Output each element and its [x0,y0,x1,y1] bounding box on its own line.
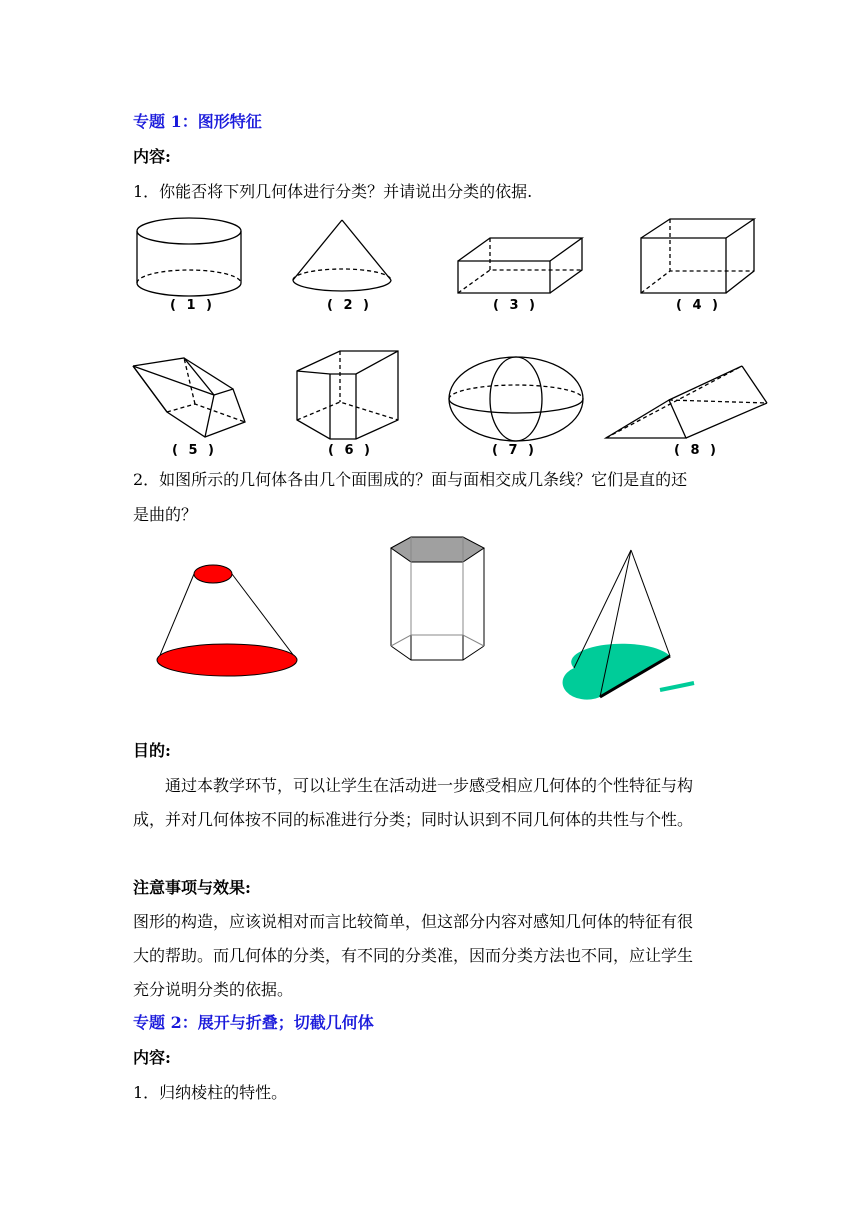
caption-5: ( 5 ) [172,443,217,458]
slanted-prism-figure [133,358,245,437]
cut-cone-figure [563,550,694,700]
topic2-heading: 专题 2：展开与折叠；切截几何体 [133,1013,374,1032]
cube-figure [641,219,754,293]
topic1-content-label: 内容: [133,147,171,166]
caption-3: ( 3 ) [493,298,538,313]
notes-label: 注意事项与效果: [133,878,251,897]
purpose-label: 目的: [133,741,171,760]
caption-7: ( 7 ) [492,443,537,458]
caption-8: ( 8 ) [674,443,719,458]
topic1-question-1: 1．你能否将下列几何体进行分类？并请说出分类的依据. [133,182,533,201]
caption-4: ( 4 ) [676,298,721,313]
purpose-line-1: 通过本教学环节，可以让学生在活动进一步感受相应几何体的个性特征与构 [165,776,694,795]
cuboid-figure [458,238,582,293]
purpose-line-2: 成，并对几何体按不同的标准进行分类；同时认识到不同几何体的共性与个性。 [133,810,694,829]
notes-line-1: 图形的构造，应该说相对而言比较简单，但这部分内容对感知几何体的特征有很 [133,912,694,931]
hexagonal-prism-figure [391,537,484,660]
notes-line-3: 充分说明分类的依据。 [133,980,294,999]
cone-figure [293,220,391,291]
topic1-question-2-line1: 2．如图所示的几何体各由几个面围成的？面与面相交成几条线？它们是直的还 [133,470,688,489]
pentagonal-prism-figure [297,351,398,439]
topic2-content-label: 内容: [133,1048,171,1067]
topic1-heading: 专题 1：图形特征 [133,112,262,131]
topic2-question-1: 1．归纳棱柱的特性。 [133,1083,288,1102]
caption-6: ( 6 ) [328,443,373,458]
topic1-question-2-line2: 是曲的？ [133,505,198,524]
ellipsoid-figure [449,357,583,441]
notes-line-2: 大的帮助。而几何体的分类，有不同的分类准，因而分类方法也不同，应让学生 [133,946,694,965]
caption-1: ( 1 ) [170,298,215,313]
cylinder-figure [137,218,241,296]
frustum-figure [157,565,297,676]
triangular-prism-figure [606,366,767,438]
caption-2: ( 2 ) [327,298,372,313]
